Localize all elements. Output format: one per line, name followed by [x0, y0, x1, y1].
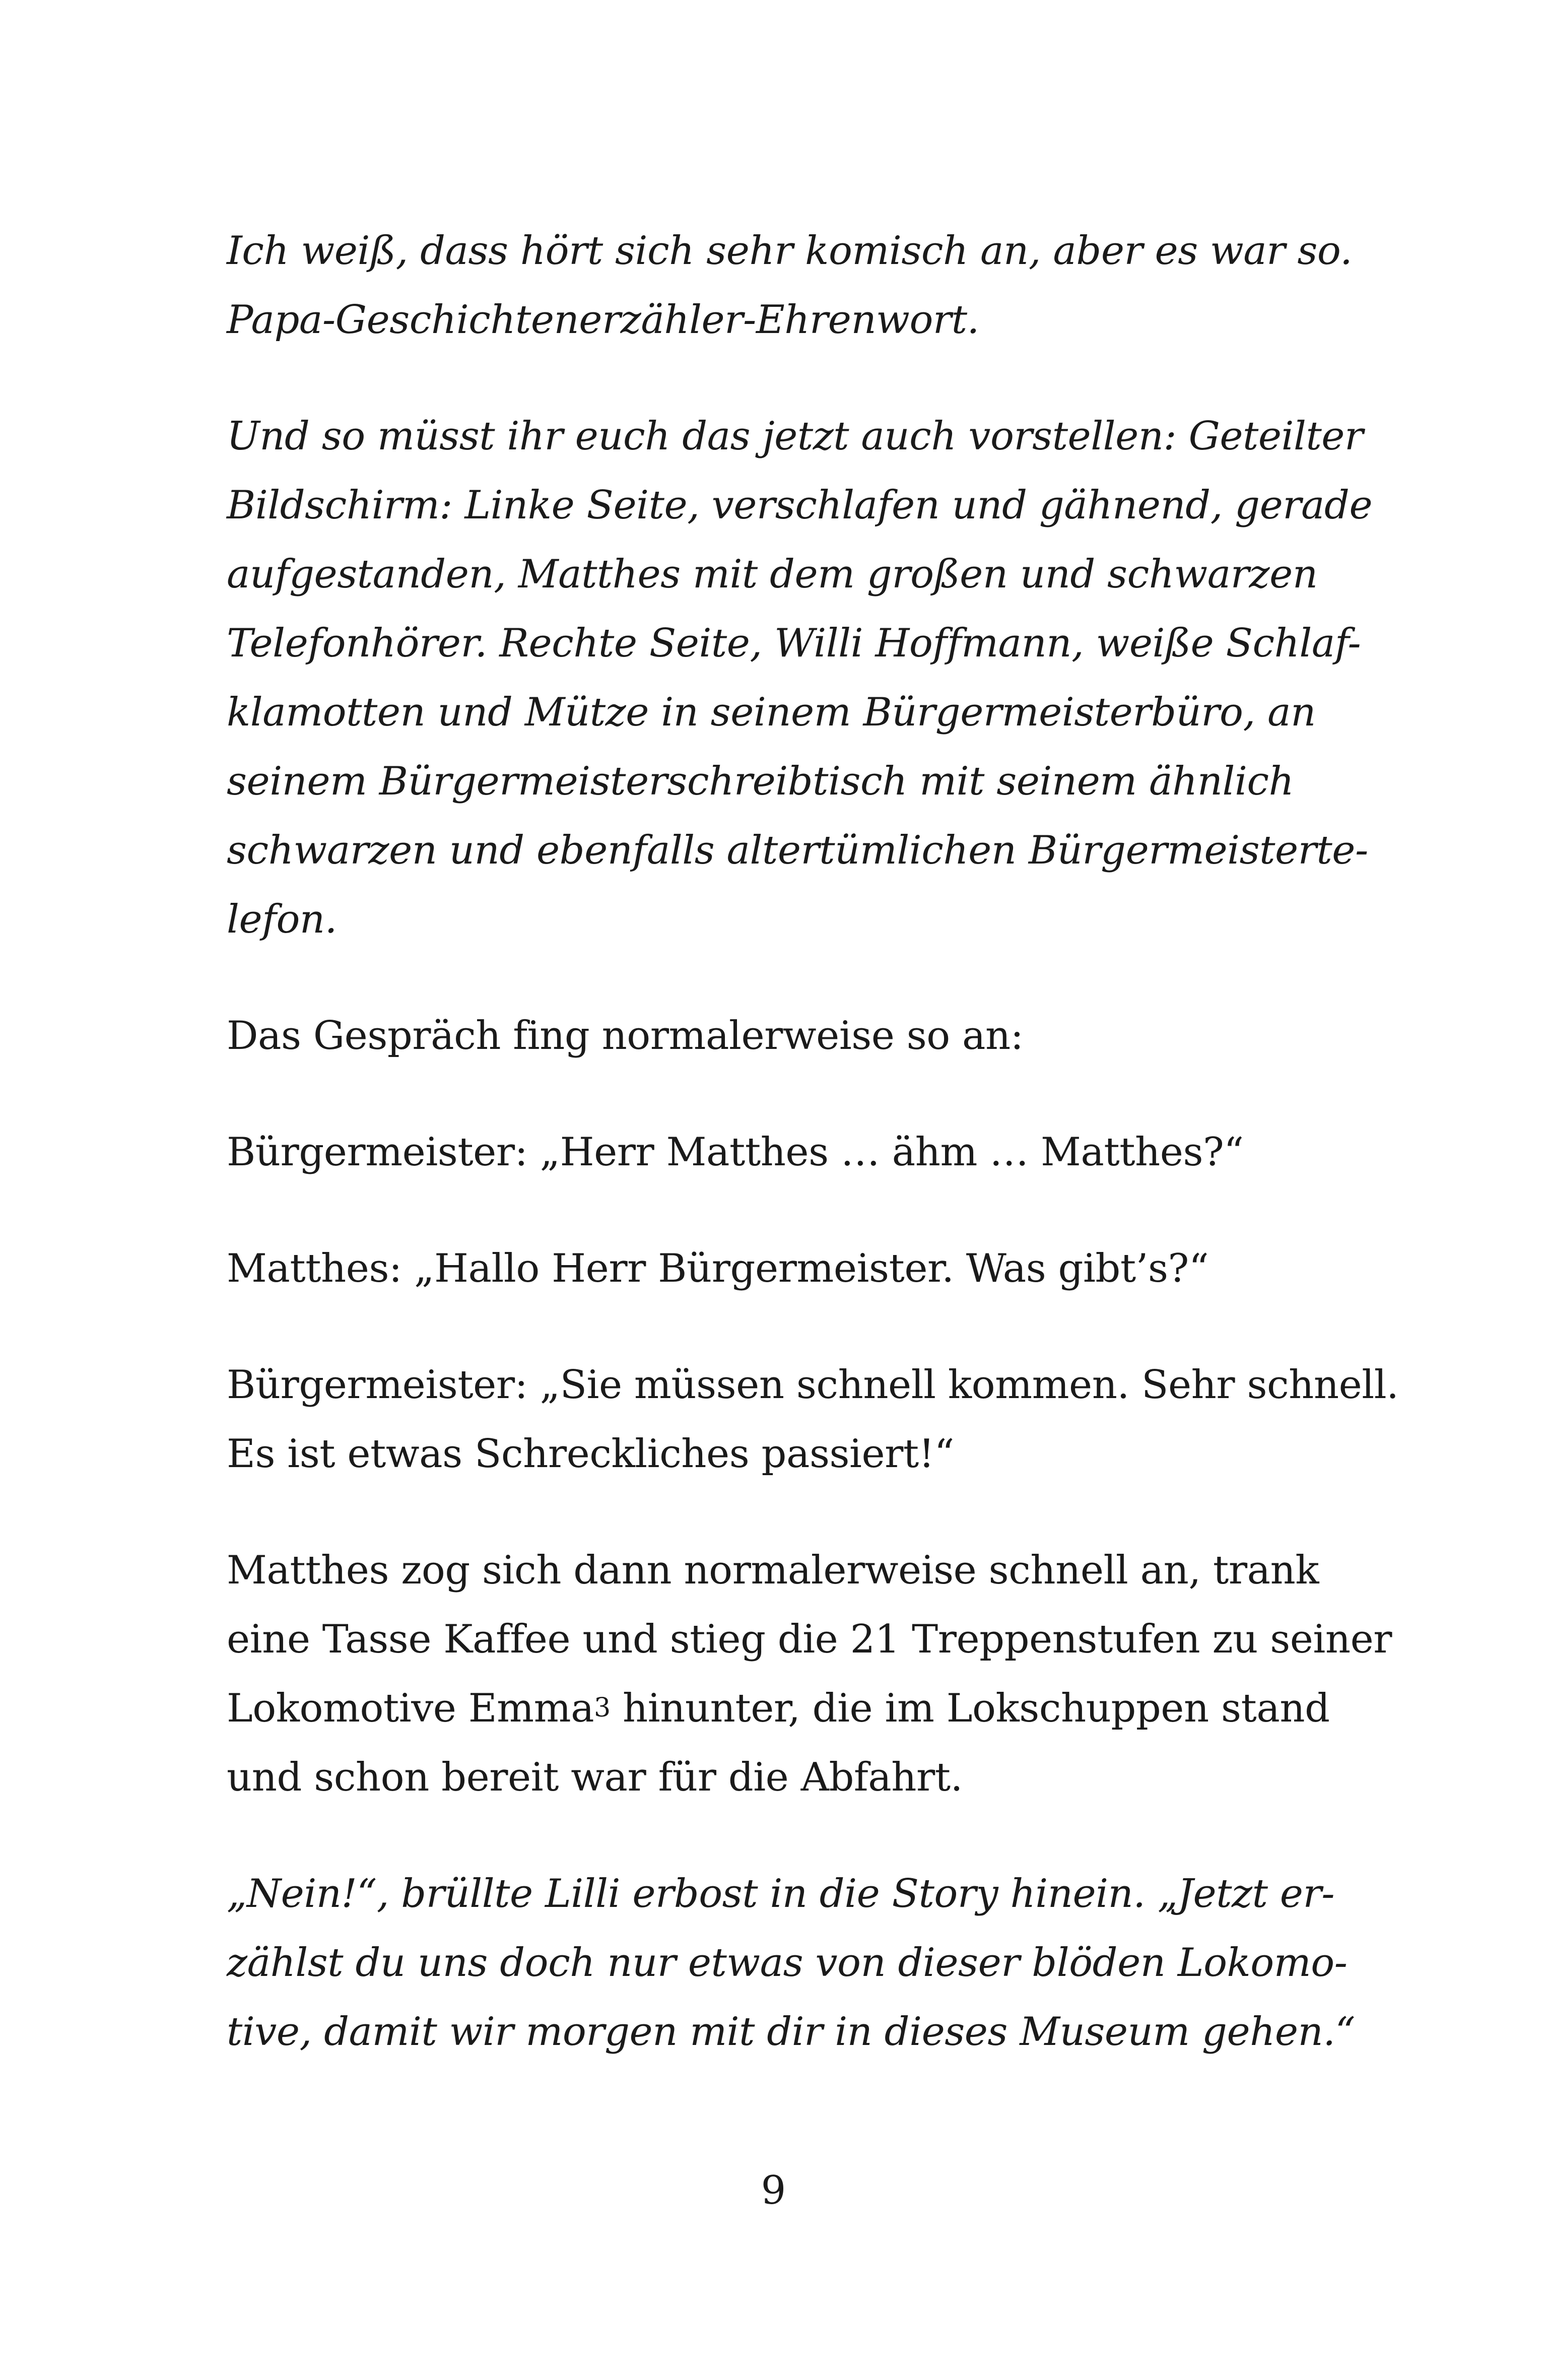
text-line: zählst du uns doch nur etwas von dieser blöden Lokomo- — [227, 1940, 1348, 1986]
text-line: Matthes: „Hallo Herr Bürgermeister. Was gibt’s?“ — [227, 1246, 1209, 1291]
paragraph-italic-intro — [227, 217, 1353, 355]
page-number: 9 — [761, 2168, 786, 2213]
text-line: Matthes zog sich dann normalerweise schnell an, trank — [227, 1548, 1319, 1593]
text-line: eine Tasse Kaffee und stieg die 21 Treppenstufen zu seiner — [227, 1617, 1392, 1662]
text-line: Ich weiß, dass hört sich sehr komisch an, aber es war so. — [227, 228, 1353, 274]
paragraph-dialogue-matthes — [227, 1234, 1315, 1303]
text-line-with-footnote — [227, 1674, 1330, 1743]
text-line: Bildschirm: Linke Seite, verschlafen und gähnend, gerade — [227, 483, 1373, 528]
text-line: lefon. — [227, 897, 337, 942]
text-line: Bürgermeister: „Sie müssen schnell kommen. Sehr schnell. — [227, 1362, 1399, 1408]
text-segment: Lokomotive Emma — [227, 1686, 594, 1731]
text-line: Und so müsst ihr euch das jetzt auch vorstellen: Geteilter — [227, 414, 1363, 459]
text-line: Papa-Geschichtenerzähler-Ehrenwort. — [227, 297, 979, 343]
text-line: aufgestanden, Matthes mit dem großen und schwarzen — [227, 552, 1318, 597]
text-line: und schon bereit war für die Abfahrt. — [227, 1755, 963, 1800]
paragraph-dialogue-mayor-1 — [227, 1118, 1315, 1187]
text-segment: hinunter, die im Lokschuppen stand — [610, 1686, 1330, 1731]
text-line: Telefonhörer. Rechte Seite, Willi Hoffmann, weiße Schlaf- — [227, 621, 1361, 666]
text-line: schwarzen und ebenfalls altertümlichen Bürgermeisterte- — [227, 828, 1368, 873]
text-line: Es ist etwas Schreckliches passiert!“ — [227, 1431, 954, 1477]
paragraph-narration-locomotive — [227, 1536, 1392, 1812]
paragraph-dialogue-mayor-2 — [227, 1351, 1399, 1489]
footnote-marker: 3 — [594, 1693, 611, 1723]
paragraph-italic-split-screen — [227, 402, 1373, 954]
text-line: Bürgermeister: „Herr Matthes … ähm … Matthes?“ — [227, 1130, 1244, 1175]
text-line: seinem Bürgermeisterschreibtisch mit seinem ähnlich — [227, 759, 1294, 804]
text-line: klamotten und Mütze in seinem Bürgermeisterbüro, an — [227, 690, 1316, 735]
text-line: Das Gespräch fing normalerweise so an: — [227, 1013, 1024, 1059]
text-line: tive, damit wir morgen mit dir in dieses Museum gehen.“ — [227, 2009, 1355, 2055]
page-body — [227, 217, 1399, 2114]
paragraph-italic-lilli — [227, 1860, 1355, 2067]
text-line: „Nein!“, brüllte Lilli erbost in die Story hinein. „Jetzt er- — [227, 1871, 1335, 1916]
paragraph-conversation-intro — [227, 1002, 1315, 1071]
